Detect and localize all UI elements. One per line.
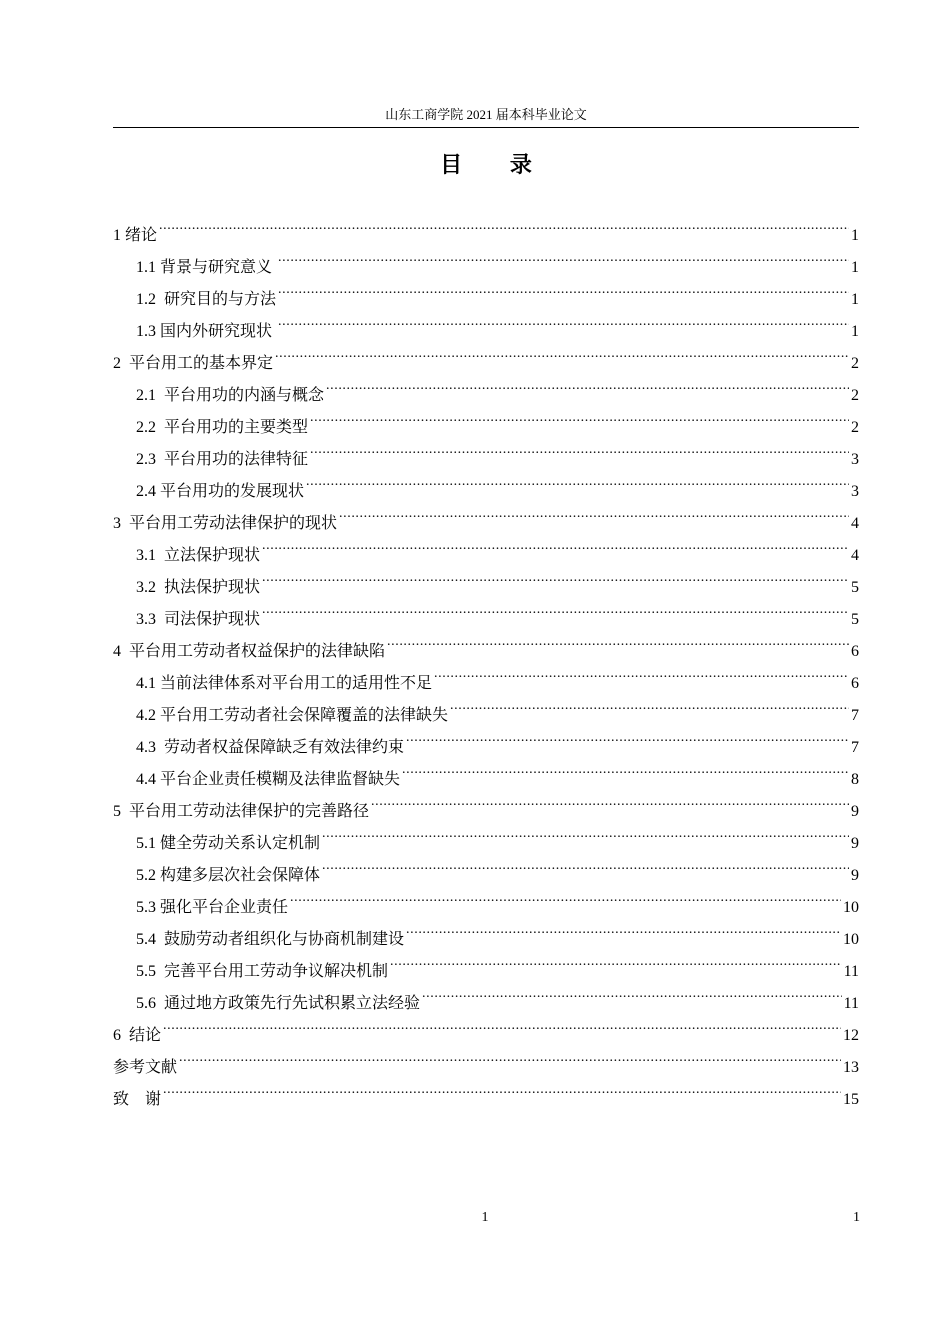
toc-entry-page: 4 — [851, 547, 859, 564]
toc-entry-page: 3 — [851, 483, 859, 500]
page-title: 目 录 — [440, 153, 552, 178]
toc-dot-leader — [326, 368, 849, 400]
toc-entry-page: 15 — [843, 1091, 859, 1108]
toc-dot-leader — [339, 496, 849, 528]
toc-dot-leader — [387, 624, 849, 656]
header-divider — [113, 127, 859, 128]
toc-entry-label: 参考文献 — [113, 1059, 178, 1076]
toc-dot-leader — [262, 560, 849, 592]
toc-dot-leader — [163, 1008, 841, 1040]
toc-dot-leader — [322, 816, 849, 848]
toc-dot-leader — [450, 688, 849, 720]
toc-entry-label: 4.2 平台用工劳动者社会保障覆盖的法律缺失 — [136, 707, 449, 724]
toc-entry-label: 4.4 平台企业责任模糊及法律监督缺失 — [136, 771, 401, 788]
toc-entry-label: 2.3 平台用功的法律特征 — [136, 451, 309, 468]
toc-entry-page: 2 — [851, 387, 859, 404]
toc-entry-label: 1 绪论 — [113, 227, 158, 244]
toc-entry-page: 11 — [843, 963, 859, 980]
toc-entry-page: 9 — [851, 835, 859, 852]
toc-entry-page: 9 — [851, 803, 859, 820]
toc-entry-label: 2.2 平台用功的主要类型 — [136, 419, 309, 436]
toc-entry-label: 4 平台用工劳动者权益保护的法律缺陷 — [113, 643, 386, 660]
toc-entry-label: 6 结论 — [113, 1027, 162, 1044]
toc-dot-leader — [406, 720, 849, 752]
toc-dot-leader — [179, 1040, 841, 1072]
toc-dot-leader — [278, 240, 849, 272]
toc-entry-label: 3.2 执法保护现状 — [136, 579, 261, 596]
toc-entry-page: 6 — [851, 643, 859, 660]
toc-dot-leader — [402, 752, 849, 784]
toc-entry[interactable] — [113, 1008, 859, 1044]
toc-entry-label: 4.1 当前法律体系对平台用工的适用性不足 — [136, 675, 433, 692]
toc-dot-leader — [322, 848, 849, 880]
toc-entry-label: 3.1 立法保护现状 — [136, 547, 261, 564]
toc-entry-label: 1.3 国内外研究现状 — [136, 323, 277, 340]
toc-entry-page: 8 — [851, 771, 859, 788]
toc-dot-leader — [371, 784, 849, 816]
toc-entry-page: 1 — [851, 259, 859, 276]
toc-entry-page: 1 — [851, 227, 859, 244]
footer-page-number: 1 — [481, 1210, 489, 1225]
toc-entry-page: 9 — [851, 867, 859, 884]
toc-dot-leader — [275, 336, 849, 368]
toc-entry-page: 13 — [843, 1059, 859, 1076]
toc-entry[interactable] — [113, 240, 859, 276]
toc-entry-page: 10 — [843, 931, 859, 948]
toc-entry-label: 致 谢 — [113, 1091, 162, 1108]
toc-entry-label: 4.3 劳动者权益保障缺乏有效法律约束 — [136, 739, 405, 756]
toc-entry-label: 5.1 健全劳动关系认定机制 — [136, 835, 321, 852]
toc-dot-leader — [406, 912, 841, 944]
toc-entry-page: 5 — [851, 611, 859, 628]
toc-entry-label: 5 平台用工劳动法律保护的完善路径 — [113, 803, 370, 820]
toc-entry-page: 6 — [851, 675, 859, 692]
toc-dot-leader — [262, 592, 849, 624]
toc-entry-label: 2.1 平台用功的内涵与概念 — [136, 387, 325, 404]
running-header: 山东工商学院 2021 届本科毕业论文 — [385, 107, 587, 122]
toc-entry-page: 3 — [851, 451, 859, 468]
toc-entry-page: 10 — [843, 899, 859, 916]
toc-dot-leader — [278, 304, 849, 336]
toc-entry-page: 7 — [851, 707, 859, 724]
toc-entry[interactable] — [113, 1072, 859, 1108]
toc-entry-page: 12 — [843, 1027, 859, 1044]
toc-entry-label: 3.3 司法保护现状 — [136, 611, 261, 628]
toc-entry-page: 2 — [851, 355, 859, 372]
toc-dot-leader — [390, 944, 842, 976]
toc-entry[interactable] — [113, 208, 859, 244]
toc-entry-label: 5.2 构建多层次社会保障体 — [136, 867, 321, 884]
toc-entry-page: 4 — [851, 515, 859, 532]
footer-page-number-right: 1 — [853, 1210, 860, 1225]
toc-dot-leader — [422, 976, 842, 1008]
toc-dot-leader — [290, 880, 841, 912]
toc-entry[interactable] — [113, 1040, 859, 1076]
toc-dot-leader — [310, 400, 849, 432]
toc-entry-label: 2 平台用工的基本界定 — [113, 355, 274, 372]
toc-entry-page: 7 — [851, 739, 859, 756]
toc-entry-label: 2.4 平台用功的发展现状 — [136, 483, 305, 500]
toc-entry-label: 5.3 强化平台企业责任 — [136, 899, 289, 916]
toc-dot-leader — [278, 272, 849, 304]
toc-dot-leader — [262, 528, 849, 560]
toc-dot-leader — [310, 432, 849, 464]
toc-entry-label: 1.1 背景与研究意义 — [136, 259, 277, 276]
toc-dot-leader — [306, 464, 849, 496]
table-of-contents — [113, 208, 859, 1108]
toc-entry-label: 3 平台用工劳动法律保护的现状 — [113, 515, 338, 532]
toc-entry-label: 1.2 研究目的与方法 — [136, 291, 277, 308]
toc-entry-page: 1 — [851, 291, 859, 308]
toc-entry-page: 1 — [851, 323, 859, 340]
toc-entry-label: 5.4 鼓励劳动者组织化与协商机制建设 — [136, 931, 405, 948]
toc-dot-leader — [434, 656, 849, 688]
toc-dot-leader — [163, 1072, 841, 1104]
toc-entry-page: 11 — [843, 995, 859, 1012]
toc-entry-label: 5.6 通过地方政策先行先试积累立法经验 — [136, 995, 421, 1012]
toc-entry-page: 2 — [851, 419, 859, 436]
toc-dot-leader — [159, 208, 849, 240]
toc-entry-page: 5 — [851, 579, 859, 596]
toc-entry-label: 5.5 完善平台用工劳动争议解决机制 — [136, 963, 389, 980]
